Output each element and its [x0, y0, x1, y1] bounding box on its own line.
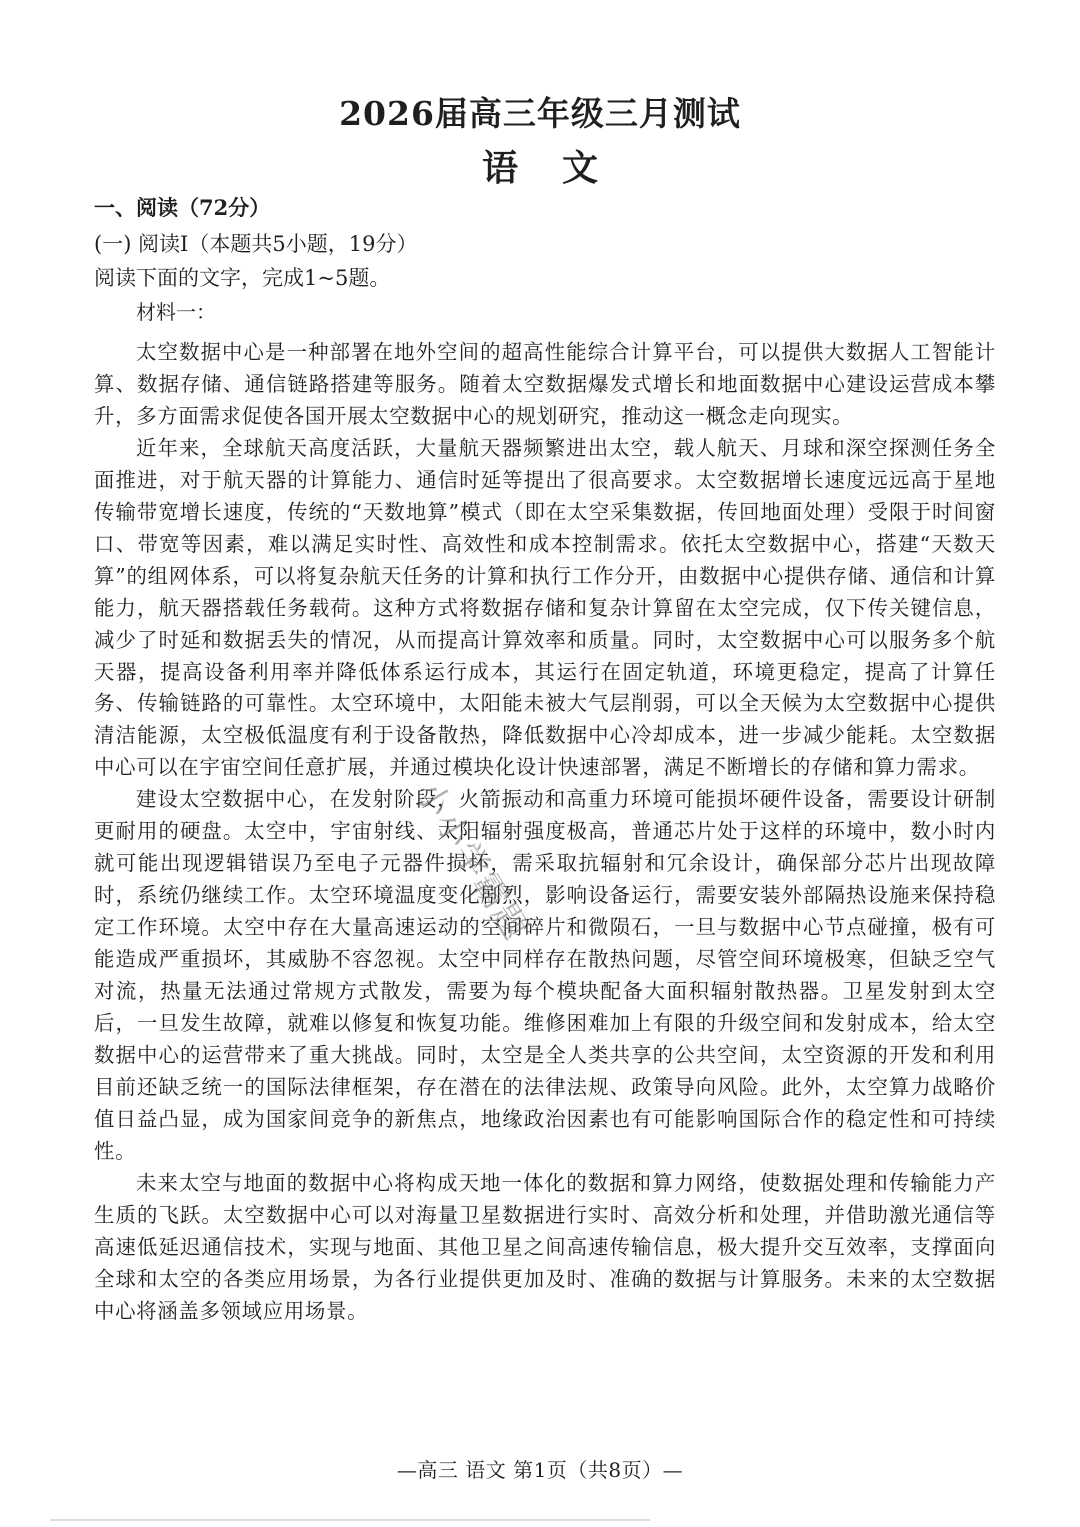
bottom-divider	[50, 1519, 650, 1521]
reading-passage	[94, 337, 996, 1328]
paragraph-3: 建设太空数据中心，在发射阶段，火箭振动和高重力环境可能损坏硬件设备，需要设计研制更耐用的硬盘。太空中，宇宙射线、太阳辐射强度极高，普通芯片处于这样的环境中，数小时内就可能出现逻辑错误乃至电子元器件损坏，需采取抗辐射和冗余设计，确保部分芯片出现故障时，系统仍继续工作。太空环境温度变化剧烈，影响设备运行，需要安装外部隔热设施来保持稳定工作环境。太空中存在大量高速运动的空间碎片和微陨石，一旦与数据中心节点碰撞，极有可能造成严重损坏，其威胁不容忽视。太空中同样存在散热问题，尽管空间环境极寒，但缺乏空气对流，热量无法通过常规方式散发，需要为每个模块配备大面积辐射散热器。卫星发射到太空后，一旦发生故障，就难以修复和恢复功能。维修困难加上有限的升级空间和发射成本，给太空数据中心的运营带来了重大挑战。同时，太空是全人类共享的公共空间，太空资源的开发和利用目前还缺乏统一的国际法律框架，存在潜在的法律法规、政策导向风险。此外，太空算力战略价值日益凸显，成为国家间竞争的新焦点，地缘政治因素也有可能影响国际合作的稳定性和可持续性。	[94, 787, 996, 1163]
reading-instruction: 阅读下面的文字，完成1~5题。	[94, 266, 391, 290]
paragraph-1: 太空数据中心是一种部署在地外空间的超高性能综合计算平台，可以提供大数据人工智能计算、数据存储、通信链路搭建等服务。随着太空数据爆发式增长和地面数据中心建设运营成本攀升，多方面需求促使各国开展太空数据中心的规划研究，推动这一概念走向现实。	[94, 340, 996, 428]
page-footer: —高三 语文 第1页（共8页）—	[396, 1458, 684, 1482]
part-heading: (一) 阅读Ⅰ（本题共5小题，19分）	[94, 232, 418, 256]
paragraph-2: 近年来，全球航天高度活跃，大量航天器频繁进出太空，载人航天、月球和深空探测任务全面推进，对于航天器的计算能力、通信时延等提出了很高要求。太空数据增长速度远远高于星地传输带宽增长速度，传统的“天数地算”模式（即在太空采集数据，传回地面处理）受限于时间窗口、带宽等因素，难以满足实时性、高效性和成本控制需求。依托太空数据中心，搭建“天数天算”的组网体系，可以将复杂航天任务的计算和执行工作分开，由数据中心提供存储、通信和计算能力，航天器搭载任务载荷。这种方式将数据存储和复杂计算留在太空完成，仅下传关键信息，减少了时延和数据丢失的情况，从而提高计算效率和质量。同时，太空数据中心可以服务多个航天器，提高设备利用率并降低体系运行成本，其运行在固定轨道，环境更稳定，提高了计算任务、传输链路的可靠性。太空环境中，太阳能未被大气层削弱，可以全天候为太空数据中心提供清洁能源，太空极低温度有利于设备散热，降低数据中心冷却成本，进一步减少能耗。太空数据中心可以在宇宙空间任意扩展，并通过模块化设计快速部署，满足不断增长的存储和算力需求。	[94, 435, 996, 780]
paragraph-4: 未来太空与地面的数据中心将构成天地一体化的数据和算力网络，使数据处理和传输能力产生质的飞跃。太空数据中心可以对海量卫星数据进行实时、高效分析和处理，并借助激光通信等高速低延迟通信技术，实现与地面、其他卫星之间高速传输信息，极大提升交互效率，支撑面向全球和太空的各类应用场景，为各行业提供更加及时、准确的数据与计算服务。未来的太空数据中心将涵盖多领域应用场景。	[94, 1170, 996, 1323]
section-heading: 一、阅读（72分）	[94, 195, 271, 220]
subject-title: 语文	[481, 147, 642, 189]
exam-title: 2026届高三年级三月测试	[339, 94, 741, 133]
watermark: 小小学霸题	[407, 774, 537, 949]
material-label: 材料一：	[136, 300, 216, 324]
